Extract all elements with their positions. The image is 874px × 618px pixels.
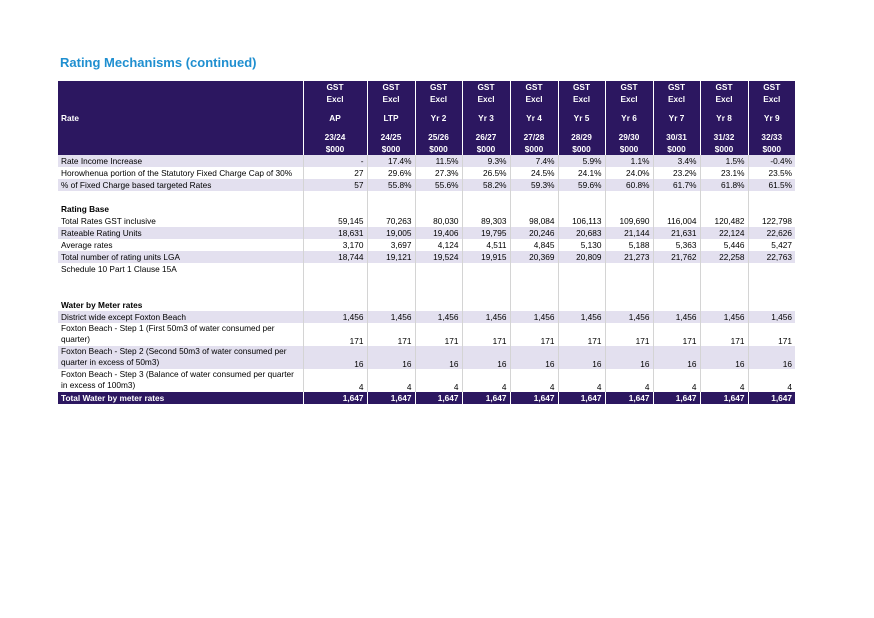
header-blank: [58, 131, 303, 143]
spacer-row: [58, 191, 795, 203]
row-value: 58.2%: [462, 179, 510, 191]
empty-cell: [462, 287, 510, 299]
row-value: 171: [303, 323, 367, 346]
row-value: [415, 203, 462, 215]
header-blank: [58, 93, 303, 105]
row-value: [748, 299, 795, 311]
row-value: 122,798: [748, 215, 795, 227]
row-value: 18,631: [303, 227, 367, 239]
row-label: Water by Meter rates: [61, 300, 143, 310]
empty-cell: [367, 275, 415, 287]
spacer-row: [58, 287, 795, 299]
row-value: [415, 263, 462, 275]
row-value: 171: [558, 323, 605, 346]
row-value: 19,795: [462, 227, 510, 239]
row-value: 4,845: [510, 239, 558, 251]
row-value: 20,809: [558, 251, 605, 263]
table-row: [58, 392, 795, 404]
row-value: 3,170: [303, 239, 367, 251]
empty-cell: [558, 275, 605, 287]
row-value: 16: [462, 346, 510, 369]
row-value: 171: [510, 323, 558, 346]
row-value: 4: [303, 369, 367, 392]
row-value: [558, 299, 605, 311]
row-value: [558, 263, 605, 275]
row-value: 5,427: [748, 239, 795, 251]
empty-cell: [58, 191, 303, 203]
row-value: 3.4%: [653, 155, 700, 167]
row-value: 7.4%: [510, 155, 558, 167]
row-value: 3,697: [367, 239, 415, 251]
row-value: 23.2%: [653, 167, 700, 179]
row-value: 1,456: [462, 311, 510, 323]
empty-cell: [415, 287, 462, 299]
table-row: [58, 227, 795, 239]
row-value: 24.1%: [558, 167, 605, 179]
row-value: 24.0%: [605, 167, 653, 179]
row-value: 171: [748, 323, 795, 346]
empty-cell: [605, 275, 653, 287]
row-value: 1,647: [558, 392, 605, 404]
row-value: 23.5%: [748, 167, 795, 179]
table-header: [58, 81, 795, 155]
page-title: Rating Mechanisms (continued): [60, 55, 257, 70]
row-value: 80,030: [415, 215, 462, 227]
row-value: 55.8%: [367, 179, 415, 191]
row-value: [415, 299, 462, 311]
row-value: 21,631: [653, 227, 700, 239]
col-excl: Excl: [303, 93, 367, 105]
col-excl: Excl: [653, 93, 700, 105]
row-value: 27: [303, 167, 367, 179]
row-value: 57: [303, 179, 367, 191]
row-value: [748, 203, 795, 215]
row-value: 16: [303, 346, 367, 369]
table-row: [58, 179, 795, 191]
col-code: Yr 9: [748, 105, 795, 131]
row-value: 1,456: [748, 311, 795, 323]
row-value: 171: [605, 323, 653, 346]
row-value: 19,121: [367, 251, 415, 263]
row-value: 1,647: [653, 392, 700, 404]
col-code: Yr 5: [558, 105, 605, 131]
row-value: 5,363: [653, 239, 700, 251]
row-value: 19,524: [415, 251, 462, 263]
row-value: 21,273: [605, 251, 653, 263]
row-value: 1,456: [558, 311, 605, 323]
row-value: 1.5%: [700, 155, 748, 167]
row-label: District wide except Foxton Beach: [58, 311, 303, 323]
col-gst: GST: [367, 81, 415, 93]
col-gst: GST: [605, 81, 653, 93]
row-value: 1.1%: [605, 155, 653, 167]
empty-cell: [605, 191, 653, 203]
row-value: 19,005: [367, 227, 415, 239]
empty-cell: [748, 275, 795, 287]
row-value: 1,647: [510, 392, 558, 404]
col-excl: Excl: [700, 93, 748, 105]
row-value: 61.5%: [748, 179, 795, 191]
empty-cell: [462, 191, 510, 203]
col-excl: Excl: [367, 93, 415, 105]
empty-cell: [700, 275, 748, 287]
row-value: 4: [700, 369, 748, 392]
empty-cell: [700, 287, 748, 299]
empty-cell: [303, 287, 367, 299]
row-value: 5,188: [605, 239, 653, 251]
row-value: [558, 203, 605, 215]
table-row: [58, 155, 795, 167]
row-value: [510, 203, 558, 215]
col-code: Yr 4: [510, 105, 558, 131]
empty-cell: [58, 275, 303, 287]
empty-cell: [303, 191, 367, 203]
row-value: 1,647: [748, 392, 795, 404]
row-value: 22,626: [748, 227, 795, 239]
row-value: [653, 203, 700, 215]
col-gst: GST: [748, 81, 795, 93]
col-excl: Excl: [415, 93, 462, 105]
row-value: [303, 299, 367, 311]
col-year: 29/30: [605, 131, 653, 143]
row-value: 20,369: [510, 251, 558, 263]
col-excl: Excl: [510, 93, 558, 105]
col-code: Yr 3: [462, 105, 510, 131]
row-value: 70,263: [367, 215, 415, 227]
rate-header: Rate: [58, 105, 303, 131]
row-value: 1,647: [462, 392, 510, 404]
table-row: [58, 251, 795, 263]
col-unit: $000: [700, 143, 748, 155]
row-value: 1,456: [700, 311, 748, 323]
table-body: [58, 155, 795, 404]
col-year: 30/31: [653, 131, 700, 143]
col-code: LTP: [367, 105, 415, 131]
row-value: [510, 299, 558, 311]
row-value: 11.5%: [415, 155, 462, 167]
row-value: [605, 299, 653, 311]
row-value: [605, 203, 653, 215]
row-value: [462, 263, 510, 275]
row-label: % of Fixed Charge based targeted Rates: [58, 179, 303, 191]
col-code: Yr 8: [700, 105, 748, 131]
table-row: [58, 215, 795, 227]
col-gst: GST: [510, 81, 558, 93]
row-value: 4,124: [415, 239, 462, 251]
row-value: 1,647: [415, 392, 462, 404]
empty-cell: [700, 191, 748, 203]
row-value: [653, 263, 700, 275]
col-gst: GST: [462, 81, 510, 93]
empty-cell: [558, 191, 605, 203]
row-value: [367, 299, 415, 311]
row-value: 18,744: [303, 251, 367, 263]
row-value: 9.3%: [462, 155, 510, 167]
row-label: Foxton Beach - Step 3 (Balance of water consumed per quarter in excess of 100m3): [61, 369, 294, 390]
row-value: 4: [510, 369, 558, 392]
row-value: 1,456: [367, 311, 415, 323]
row-value: 116,004: [653, 215, 700, 227]
row-value: 4: [367, 369, 415, 392]
row-value: [510, 263, 558, 275]
row-value: [700, 263, 748, 275]
empty-cell: [510, 275, 558, 287]
row-value: 1,456: [605, 311, 653, 323]
row-value: 59,145: [303, 215, 367, 227]
row-value: [700, 299, 748, 311]
table-row: [58, 167, 795, 179]
table-row: [58, 299, 795, 311]
row-value: 171: [653, 323, 700, 346]
row-value: [653, 299, 700, 311]
row-value: 16: [367, 346, 415, 369]
row-label: Total Water by meter rates: [58, 392, 303, 404]
empty-cell: [605, 287, 653, 299]
row-value: 1,456: [510, 311, 558, 323]
row-value: 22,124: [700, 227, 748, 239]
row-value: 89,303: [462, 215, 510, 227]
empty-cell: [510, 191, 558, 203]
row-value: 19,915: [462, 251, 510, 263]
col-excl: Excl: [748, 93, 795, 105]
row-value: 4: [605, 369, 653, 392]
row-value: 17.4%: [367, 155, 415, 167]
row-value: 21,144: [605, 227, 653, 239]
col-code: Yr 2: [415, 105, 462, 131]
row-value: 29.6%: [367, 167, 415, 179]
table-row: [58, 346, 795, 369]
row-value: -0.4%: [748, 155, 795, 167]
row-value: 20,246: [510, 227, 558, 239]
row-value: 20,683: [558, 227, 605, 239]
empty-cell: [510, 287, 558, 299]
row-label: Schedule 10 Part 1 Clause 15A: [61, 264, 177, 274]
col-year: 24/25: [367, 131, 415, 143]
row-value: 4: [415, 369, 462, 392]
row-label: Rate Income Increase: [58, 155, 303, 167]
col-gst: GST: [653, 81, 700, 93]
row-value: 16: [748, 346, 795, 369]
row-value: [462, 299, 510, 311]
empty-cell: [415, 191, 462, 203]
col-unit: $000: [367, 143, 415, 155]
header-blank: [58, 143, 303, 155]
row-value: 23.1%: [700, 167, 748, 179]
row-value: 60.8%: [605, 179, 653, 191]
col-unit: $000: [303, 143, 367, 155]
row-value: 27.3%: [415, 167, 462, 179]
empty-cell: [653, 287, 700, 299]
row-value: 4,511: [462, 239, 510, 251]
row-value: 171: [367, 323, 415, 346]
rating-table: [58, 81, 795, 404]
col-unit: $000: [558, 143, 605, 155]
col-year: 23/24: [303, 131, 367, 143]
col-year: 31/32: [700, 131, 748, 143]
row-label: Average rates: [61, 240, 113, 250]
row-value: [748, 263, 795, 275]
row-value: 171: [415, 323, 462, 346]
empty-cell: [653, 191, 700, 203]
header-blank: [58, 81, 303, 93]
row-value: 26.5%: [462, 167, 510, 179]
col-year: 27/28: [510, 131, 558, 143]
row-label: Horowhenua portion of the Statutory Fixed Charge Cap of 30%: [61, 168, 293, 178]
row-value: 5.9%: [558, 155, 605, 167]
row-value: [367, 263, 415, 275]
row-value: 4: [653, 369, 700, 392]
row-value: 1,647: [367, 392, 415, 404]
row-value: 1,647: [605, 392, 653, 404]
col-unit: $000: [605, 143, 653, 155]
row-value: 61.8%: [700, 179, 748, 191]
row-value: 16: [415, 346, 462, 369]
row-value: 4: [748, 369, 795, 392]
row-value: 19,406: [415, 227, 462, 239]
row-value: 1,456: [303, 311, 367, 323]
row-label: Rateable Rating Units: [58, 227, 303, 239]
row-value: 21,762: [653, 251, 700, 263]
col-excl: Excl: [605, 93, 653, 105]
row-value: 16: [510, 346, 558, 369]
col-gst: GST: [303, 81, 367, 93]
col-year: 28/29: [558, 131, 605, 143]
col-excl: Excl: [558, 93, 605, 105]
row-value: 109,690: [605, 215, 653, 227]
col-unit: $000: [748, 143, 795, 155]
row-label: Foxton Beach - Step 2 (Second 50m3 of water consumed per quarter in excess of 50m3): [58, 346, 303, 369]
spacer-row: [58, 275, 795, 287]
row-value: 16: [653, 346, 700, 369]
row-value: [303, 203, 367, 215]
row-value: 59.6%: [558, 179, 605, 191]
empty-cell: [653, 275, 700, 287]
empty-cell: [58, 287, 303, 299]
empty-cell: [367, 191, 415, 203]
row-value: 1,647: [700, 392, 748, 404]
col-excl: Excl: [462, 93, 510, 105]
row-value: 22,763: [748, 251, 795, 263]
row-value: 1,647: [303, 392, 367, 404]
col-gst: GST: [558, 81, 605, 93]
table-row: [58, 369, 795, 392]
row-value: 4: [558, 369, 605, 392]
row-value: 24.5%: [510, 167, 558, 179]
row-value: [605, 263, 653, 275]
empty-cell: [558, 287, 605, 299]
table-row: [58, 311, 795, 323]
row-value: 106,113: [558, 215, 605, 227]
col-year: 26/27: [462, 131, 510, 143]
empty-cell: [367, 287, 415, 299]
row-value: 16: [558, 346, 605, 369]
table-row: [58, 323, 795, 346]
row-value: [462, 203, 510, 215]
table-row: [58, 239, 795, 251]
row-value: 1,456: [653, 311, 700, 323]
row-value: [700, 203, 748, 215]
col-code: Yr 6: [605, 105, 653, 131]
empty-cell: [415, 275, 462, 287]
row-value: 5,130: [558, 239, 605, 251]
row-value: 16: [605, 346, 653, 369]
empty-cell: [303, 275, 367, 287]
row-value: 98,084: [510, 215, 558, 227]
col-code: Yr 7: [653, 105, 700, 131]
col-gst: GST: [415, 81, 462, 93]
col-unit: $000: [462, 143, 510, 155]
row-value: 61.7%: [653, 179, 700, 191]
col-gst: GST: [700, 81, 748, 93]
row-value: 16: [700, 346, 748, 369]
row-value: 1,456: [415, 311, 462, 323]
row-value: 171: [462, 323, 510, 346]
row-value: 171: [700, 323, 748, 346]
row-value: 5,446: [700, 239, 748, 251]
empty-cell: [748, 287, 795, 299]
col-unit: $000: [415, 143, 462, 155]
row-label: Total Rates GST inclusive: [61, 216, 156, 226]
row-label: Rating Base: [61, 204, 109, 214]
row-value: -: [303, 155, 367, 167]
row-value: 59.3%: [510, 179, 558, 191]
col-unit: $000: [510, 143, 558, 155]
row-label: Foxton Beach - Step 1 (First 50m3 of water consumed per quarter): [61, 323, 275, 344]
row-label: Total number of rating units LGA: [58, 251, 303, 263]
empty-cell: [462, 275, 510, 287]
row-value: 22,258: [700, 251, 748, 263]
table-row: [58, 203, 795, 215]
col-year: 32/33: [748, 131, 795, 143]
empty-cell: [748, 191, 795, 203]
row-value: 55.6%: [415, 179, 462, 191]
row-value: 4: [462, 369, 510, 392]
col-year: 25/26: [415, 131, 462, 143]
col-unit: $000: [653, 143, 700, 155]
row-value: 120,482: [700, 215, 748, 227]
col-code: AP: [303, 105, 367, 131]
table-row: [58, 263, 795, 275]
row-value: [367, 203, 415, 215]
row-value: [303, 263, 367, 275]
